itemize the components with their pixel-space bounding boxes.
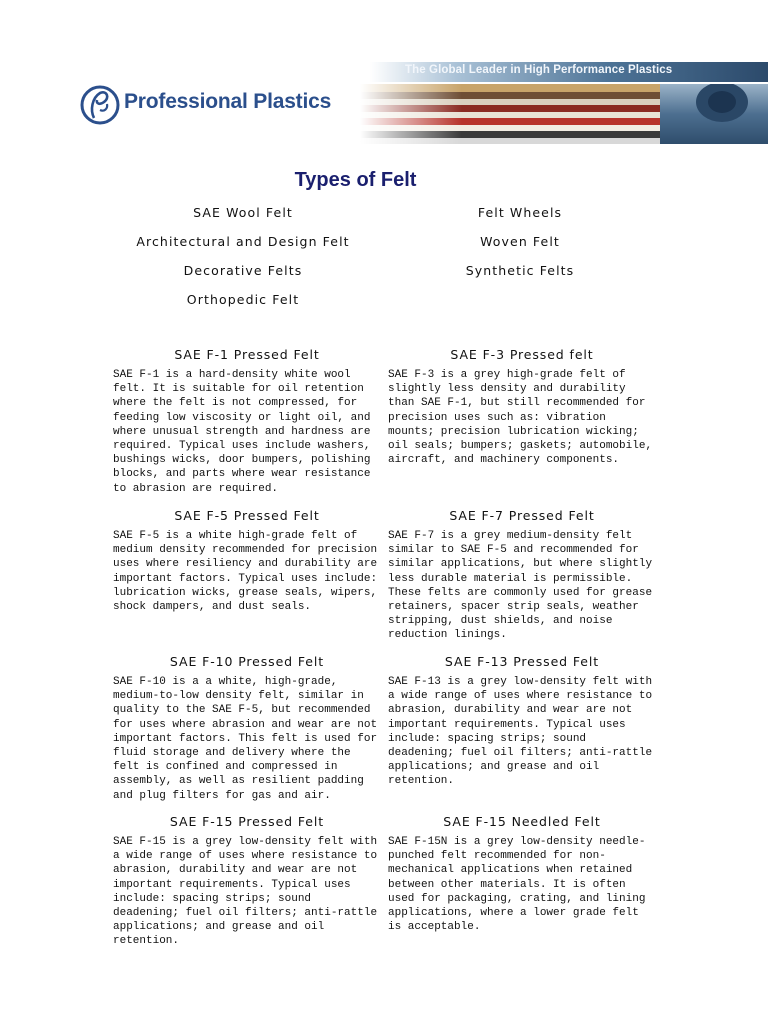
section-description: SAE F-10 is a a white, high-grade, medium-to-low density felt, similar in quality to the SAE F-5, but recommended for uses where abrasion and wear are not important factors. This felt is used for fluid storage and delivery where the felt is confined and compressed in assembly, as well as resilient padding and plug filters for gas and air.	[113, 676, 378, 802]
section-description: SAE F-15 is a grey low-density felt with a wide range of uses where resistance to abrasion, durability and wear are not important requirements. Typical uses include: spacing strips; sound deadening; fuel oil filters; anti-rattle applications; and grease and oil retention.	[113, 836, 378, 948]
section-sae-f7	[388, 508, 656, 643]
felt-type-item: Decorative Felts	[183, 263, 303, 278]
section-description: SAE F-5 is a white high-grade felt of medium density recommended for precision uses where resiliency and durability are important factors. Typical uses include: lubrication wicks, grease seals, wipers, shock dampers, and dust seals.	[113, 530, 378, 614]
section-sae-f1	[113, 347, 381, 496]
felt-types-left-list	[93, 205, 393, 321]
tagline: The Global Leader in High Performance Plastics	[405, 64, 673, 76]
section-sae-f10	[113, 654, 381, 803]
section-description: SAE F-13 is a grey low-density felt with a wide range of uses where resistance to abrasion, durability and wear are not important requirements. Typical uses include: spacing strips; sound deadening; fuel oil filters; anti-rattle applications; and grease and oil retention.	[388, 676, 653, 788]
section-heading: SAE F-15 Pressed Felt	[169, 814, 325, 829]
section-sae-f15-needled	[388, 814, 656, 934]
section-description: SAE F-3 is a grey high-grade felt of slightly less density and durability than SAE F-1, but still recommended for precision uses such as: vibration mounts; precision lubrication wicking; oil seals; bumpers; gaskets; automobile, aircraft, and machinery components.	[388, 369, 653, 467]
section-heading: SAE F-3 Pressed felt	[450, 347, 594, 362]
section-heading: SAE F-10 Pressed Felt	[169, 654, 325, 669]
brand-name: Professional Plastics	[124, 90, 332, 113]
section-heading: SAE F-7 Pressed Felt	[449, 508, 595, 523]
section-heading: SAE F-13 Pressed Felt	[444, 654, 600, 669]
section-description: SAE F-15N is a grey low-density needle-punched felt recommended for non-mechanical applications when retained between other materials. It is often used for packaging, crating, and lining applications, where a lower grade felt is acceptable.	[388, 836, 646, 934]
felt-type-item: Synthetic Felts	[465, 263, 575, 278]
section-sae-f13	[388, 654, 656, 789]
felt-type-item: SAE Wool Felt	[193, 205, 293, 220]
section-sae-f15-pressed	[113, 814, 381, 949]
section-heading: SAE F-5 Pressed Felt	[174, 508, 320, 523]
section-sae-f5	[113, 508, 381, 614]
felt-type-item: Woven Felt	[480, 234, 560, 249]
page-title: Types of Felt	[294, 169, 417, 191]
section-heading: SAE F-15 Needled Felt	[443, 814, 601, 829]
header	[0, 0, 768, 150]
plastic-rods-banner-image	[360, 84, 768, 144]
felt-type-item: Felt Wheels	[477, 205, 563, 220]
section-sae-f3	[388, 347, 656, 467]
section-heading: SAE F-1 Pressed Felt	[174, 347, 320, 362]
felt-type-item: Orthopedic Felt	[186, 292, 300, 307]
section-description: SAE F-7 is a grey medium-density felt similar to SAE F-5 and recommended for similar applications, but where slightly less durable material is permissible. These felts are commonly used for grease retainers, spacer strip seals, weather stripping, dust shields, and noise reduction linings.	[388, 530, 653, 642]
felt-types-right-list	[370, 205, 670, 292]
professional-plastics-logo	[80, 82, 120, 128]
section-description: SAE F-1 is a hard-density white wool felt. It is suitable for oil retention where the felt is not compressed, for feeding low viscosity or light oil, and where unusual strength and hardness are required. Typical uses include washers, bushings wicks, door bumpers, polishing blocks, and parts where wear resistance to abrasion are required.	[113, 369, 371, 495]
felt-type-item: Architectural and Design Felt	[136, 234, 350, 249]
